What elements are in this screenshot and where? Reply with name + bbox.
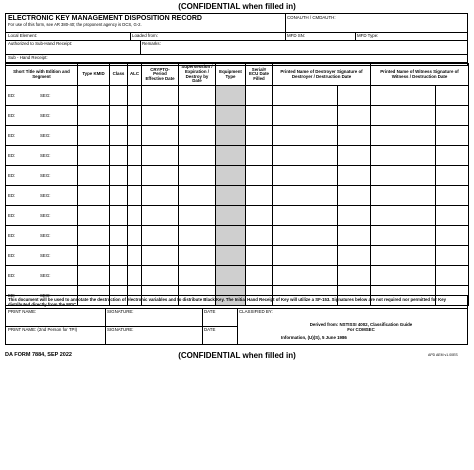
supersession-cell[interactable] [179,186,216,206]
crypto-period-cell[interactable] [142,166,179,186]
destruction-date-subcell[interactable] [436,106,468,125]
name-signature-subcell[interactable] [371,186,436,205]
serial-ecu-cell[interactable] [246,126,273,146]
class-cell[interactable] [110,226,128,246]
type-kmid-cell[interactable] [78,246,110,266]
supersession-cell[interactable] [179,166,216,186]
signature-2-label: SIGNATURE: [107,327,134,332]
ed-label: ED: [8,213,16,218]
short-title-cell[interactable] [6,266,78,286]
name-signature-subcell[interactable] [273,226,338,245]
destruction-date-subcell[interactable] [338,206,370,225]
type-kmid-cell[interactable] [78,126,110,146]
equipment-type-cell[interactable] [216,146,246,166]
destruction-date-subcell[interactable] [338,266,370,285]
supersession-cell[interactable] [179,206,216,226]
supersession-cell[interactable] [179,146,216,166]
equipment-type-cell[interactable] [216,186,246,206]
destruction-date-subcell[interactable] [436,266,468,285]
authorized-field[interactable] [5,40,141,55]
destruction-date-subcell[interactable] [338,246,370,265]
short-title-cell[interactable] [6,146,78,166]
name-signature-subcell[interactable] [273,86,338,105]
equipment-type-cell[interactable] [216,266,246,286]
remarks-label: Remarks: [142,41,161,46]
alc-cell[interactable] [128,246,142,266]
name-signature-subcell[interactable] [273,186,338,205]
destruction-date-subcell[interactable] [338,86,370,105]
destroyer-cell[interactable] [273,186,371,206]
table-row [6,246,469,266]
type-kmid-cell[interactable] [78,206,110,226]
witness-cell[interactable] [371,126,469,146]
class-cell[interactable] [110,206,128,226]
ed-label: ED: [8,193,16,198]
table-row [6,86,469,106]
name-signature-subcell[interactable] [371,246,436,265]
class-cell[interactable] [110,86,128,106]
equipment-type-cell[interactable] [216,126,246,146]
mfd-sn-label: MFD SN: [287,33,306,38]
serial-ecu-cell[interactable] [246,106,273,126]
supersession-cell[interactable] [179,266,216,286]
print-name-1-label: PRINT NAME: [8,309,37,314]
serial-ecu-cell[interactable] [246,266,273,286]
for-comsec-text: For COMSEC [347,327,375,332]
seg-label: SEG: [40,153,51,158]
table-header-row [6,64,469,86]
crypto-period-cell[interactable] [142,186,179,206]
destroyer-cell[interactable] [273,166,371,186]
type-kmid-cell[interactable] [78,86,110,106]
col-header-supersession: Supersession / Expiration / Destroy by Date [179,64,216,86]
alc-cell[interactable] [128,166,142,186]
destroyer-cell[interactable] [273,266,371,286]
signature-2-field[interactable] [105,326,203,345]
destruction-date-subcell[interactable] [338,146,370,165]
crypto-period-cell[interactable] [142,266,179,286]
table-row [6,126,469,146]
destruction-date-subcell[interactable] [436,126,468,145]
type-kmid-cell[interactable] [78,226,110,246]
serial-ecu-cell[interactable] [246,226,273,246]
class-cell[interactable] [110,186,128,206]
witness-cell[interactable] [371,186,469,206]
derivation-info [281,322,441,332]
destroyer-cell[interactable] [273,126,371,146]
equipment-type-cell[interactable] [216,226,246,246]
seg-label: SEG: [40,253,51,258]
class-cell[interactable] [110,106,128,126]
name-signature-subcell[interactable] [273,146,338,165]
witness-cell[interactable] [371,246,469,266]
short-title-cell[interactable] [6,126,78,146]
crypto-period-cell[interactable] [142,86,179,106]
serial-ecu-cell[interactable] [246,206,273,226]
name-signature-subcell[interactable] [273,106,338,125]
destruction-date-subcell[interactable] [338,166,370,185]
witness-cell[interactable] [371,106,469,126]
ed-label: ED: [8,93,16,98]
class-cell[interactable] [110,266,128,286]
equipment-type-cell[interactable] [216,166,246,186]
name-signature-subcell[interactable] [371,126,436,145]
alc-cell[interactable] [128,106,142,126]
class-cell[interactable] [110,146,128,166]
ed-label: ED: [8,153,16,158]
key-disposition-table [5,63,469,306]
type-kmid-cell[interactable] [78,146,110,166]
alc-cell[interactable] [128,226,142,246]
class-cell[interactable] [110,246,128,266]
destruction-date-subcell[interactable] [338,226,370,245]
witness-cell[interactable] [371,226,469,246]
ed-label: ED: [8,133,16,138]
type-kmid-cell[interactable] [78,106,110,126]
destruction-date-subcell[interactable] [338,106,370,125]
ed-label: ED: [8,233,16,238]
col-header-alc: ALC [128,64,142,86]
table-row [6,186,469,206]
supersession-cell[interactable] [179,126,216,146]
supersession-cell[interactable] [179,86,216,106]
short-title-cell[interactable] [6,106,78,126]
name-signature-subcell[interactable] [371,206,436,225]
signature-1-field[interactable] [105,308,203,327]
table-row [6,226,469,246]
seg-label: SEG: [40,293,51,298]
ed-label: ED: [8,173,16,178]
confidential-banner-top: (CONFIDENTIAL when filled in) [178,2,296,11]
col-header-destroyer: Printed Name of Destroyer Signature of Destroyer / Destruction Date [273,64,371,86]
witness-cell[interactable] [371,266,469,286]
name-signature-subcell[interactable] [371,106,436,125]
classified-by-label: CLASSIFIED BY: [239,309,273,314]
signature-1-label: SIGNATURE: [107,309,134,314]
destroyer-cell[interactable] [273,226,371,246]
col-header-type-kmid: Type KMID [78,64,110,86]
class-cell[interactable] [110,166,128,186]
confidential-banner-bottom: (CONFIDENTIAL when filled in) [178,351,296,360]
form-title: ELECTRONIC KEY MANAGEMENT DISPOSITION RECORD [8,15,202,22]
col-header-serial-ecu: Serial# ECU Date Filled [246,64,273,86]
ed-label: ED: [8,253,16,258]
name-signature-subcell[interactable] [371,166,436,185]
crypto-period-cell[interactable] [142,226,179,246]
name-signature-subcell[interactable] [371,266,436,285]
apd-version: APD AEM v1.00ES [428,353,458,357]
col-header-crypto-period: CRYPTO-Period Effective Date [142,64,179,86]
seg-label: SEG: [40,113,51,118]
short-title-cell[interactable] [6,166,78,186]
destruction-date-subcell[interactable] [436,166,468,185]
col-header-witness: Printed Name of Witness Signature of Witness / Destruction Date [371,64,469,86]
destruction-date-subcell[interactable] [436,206,468,225]
destroyer-cell[interactable] [273,86,371,106]
destruction-date-subcell[interactable] [436,146,468,165]
short-title-cell[interactable] [6,206,78,226]
date-2-label: DATE [204,327,216,332]
col-header-short-title: Short Title with Edition and Segment [6,64,78,86]
table-row [6,106,469,126]
name-signature-subcell[interactable] [371,146,436,165]
print-name-2-label: PRINT NAME: (2nd Person for TPI) [8,327,78,332]
destruction-date-subcell[interactable] [436,246,468,265]
date-2-field[interactable] [202,326,238,345]
col-header-equipment-type: Equipment Type [216,64,246,86]
supersession-cell[interactable] [179,106,216,126]
table-row [6,146,469,166]
alc-cell[interactable] [128,86,142,106]
seg-label: SEG: [40,173,51,178]
alc-cell[interactable] [128,126,142,146]
name-signature-subcell[interactable] [273,126,338,145]
short-title-cell[interactable] [6,86,78,106]
name-signature-subcell[interactable] [273,246,338,265]
local-element-label: Local Element: [8,33,38,38]
seg-label: SEG: [40,133,51,138]
serial-ecu-cell[interactable] [246,186,273,206]
table-row [6,206,469,226]
class-cell[interactable] [110,126,128,146]
alc-cell[interactable] [128,146,142,166]
destruction-date-subcell[interactable] [338,126,370,145]
seg-label: SEG: [40,213,51,218]
classification-block [237,308,468,345]
alc-cell[interactable] [128,186,142,206]
name-signature-subcell[interactable] [371,226,436,245]
crypto-period-cell[interactable] [142,146,179,166]
witness-cell[interactable] [371,146,469,166]
col-header-class: Class [110,64,128,86]
form-subtitle: For use of this form, see AR 380-40; the proponent agency is DCS, G-2. [8,22,142,27]
witness-cell[interactable] [371,206,469,226]
conauth-label: CONAUTH / CMDAUTH: [287,15,336,20]
short-title-cell[interactable] [6,226,78,246]
equipment-type-cell[interactable] [216,106,246,126]
crypto-period-cell[interactable] [142,106,179,126]
crypto-period-cell[interactable] [142,206,179,226]
name-signature-subcell[interactable] [273,266,338,285]
type-kmid-cell[interactable] [78,266,110,286]
short-title-cell[interactable] [6,246,78,266]
seg-label: SEG: [40,233,51,238]
crypto-period-cell[interactable] [142,246,179,266]
crypto-period-cell[interactable] [142,126,179,146]
authorized-label: Authorized to Sub-Hand Receipt: [8,41,73,46]
print-name-2-field[interactable] [5,326,106,345]
form-number: DA FORM 7884, SEP 2022 [5,352,72,358]
destruction-date-subcell[interactable] [436,86,468,105]
destroyer-cell[interactable] [273,246,371,266]
ed-label: ED: [8,113,16,118]
serial-ecu-cell[interactable] [246,86,273,106]
date-1-field[interactable] [202,308,238,327]
alc-cell[interactable] [128,206,142,226]
serial-ecu-cell[interactable] [246,146,273,166]
alc-cell[interactable] [128,266,142,286]
ed-label: ED: [8,273,16,278]
seg-label: SEG: [40,193,51,198]
date-1-label: DATE [204,309,216,314]
print-name-1-field[interactable] [5,308,106,327]
supersession-cell[interactable] [179,246,216,266]
type-kmid-cell[interactable] [78,166,110,186]
table-row [6,166,469,186]
supersession-cell[interactable] [179,226,216,246]
type-kmid-cell[interactable] [78,186,110,206]
destroyer-cell[interactable] [273,206,371,226]
destruction-date-subcell[interactable] [338,186,370,205]
destroyer-cell[interactable] [273,146,371,166]
conauth-field[interactable] [285,13,468,33]
name-signature-subcell[interactable] [273,166,338,185]
name-signature-subcell[interactable] [273,206,338,225]
notice-text: This document will be used to annotate the destruction of electronic variables and to distribute Black Key. The Initial Hand Receipt of Key will utilize a SF-153. Signatures below are not required nor permitted for Key distributed directly from the MGC. [5,295,468,309]
equipment-type-cell[interactable] [216,206,246,226]
title-block [5,13,286,33]
serial-ecu-cell[interactable] [246,246,273,266]
remarks-field[interactable] [140,40,468,55]
equipment-type-cell[interactable] [216,86,246,106]
destroyer-cell[interactable] [273,106,371,126]
destruction-date-subcell[interactable] [436,226,468,245]
sub-hand-receipt-field[interactable] [5,54,468,63]
witness-cell[interactable] [371,166,469,186]
sub-hand-receipt-label: Sub - Hand Receipt: [8,55,48,60]
loaded-from-label: Loaded from: [132,33,158,38]
short-title-cell[interactable] [6,186,78,206]
ed-label: ED: [8,293,16,298]
table-row [6,266,469,286]
seg-label: SEG: [40,273,51,278]
serial-ecu-cell[interactable] [246,166,273,186]
mfd-type-label: MFD Type: [357,33,379,38]
equipment-type-cell[interactable] [216,246,246,266]
seg-label: SEG: [40,93,51,98]
information-text: Information, (U)(S), 5 June 1986 [281,335,347,340]
derived-from-text: Derived from: NSTISSI 4002, Classification Guide [309,322,413,327]
name-signature-subcell[interactable] [371,86,436,105]
witness-cell[interactable] [371,86,469,106]
destruction-date-subcell[interactable] [436,186,468,205]
